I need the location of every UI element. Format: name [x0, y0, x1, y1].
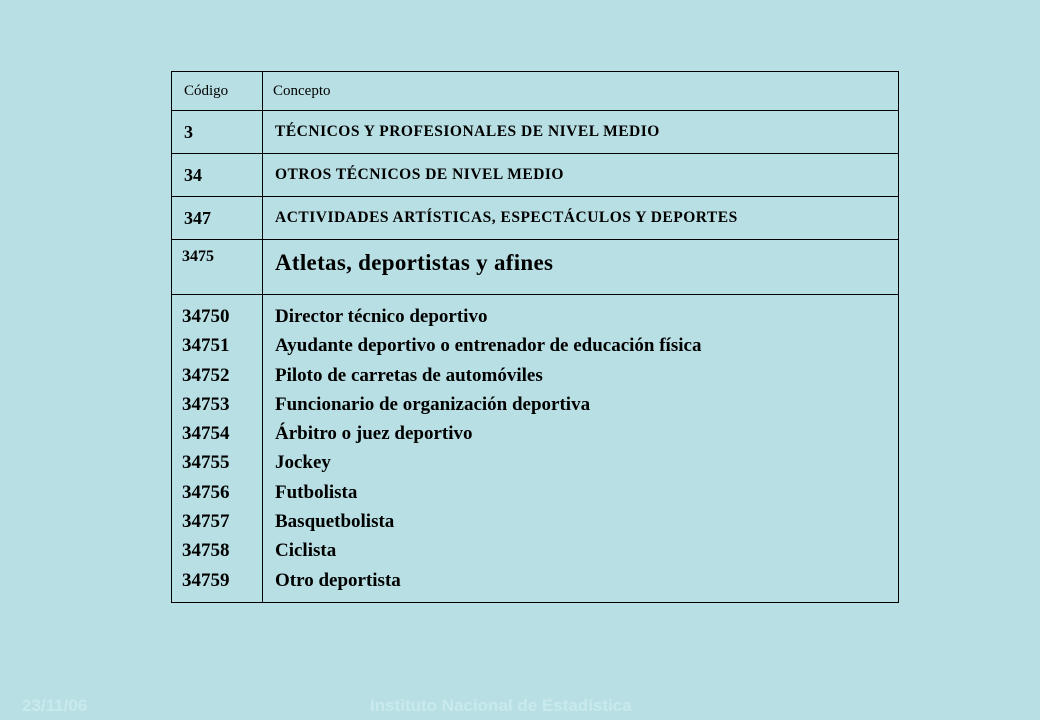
item-concept: Piloto de carretas de automóviles: [275, 364, 543, 386]
item-concept: Basquetbolista: [275, 511, 395, 533]
item-code: 34757: [182, 511, 230, 533]
item-code: 34751: [182, 335, 230, 357]
item-code: 34750: [182, 306, 230, 327]
row-concept: OTROS TÉCNICOS DE NIVEL MEDIO: [263, 154, 899, 197]
item-concept: Ayudante deportivo o entrenador de educación física: [275, 335, 702, 357]
item-code: 34759: [182, 569, 230, 591]
row-code: 347: [172, 197, 263, 240]
item-concept: Director técnico deportivo: [275, 306, 488, 327]
item-concept: Futbolista: [275, 481, 358, 503]
item-code: 34756: [182, 481, 230, 503]
footer-date: 23/11/06: [22, 696, 88, 715]
item-concept: Árbitro o juez deportivo: [275, 423, 473, 445]
table-row: [172, 111, 899, 154]
footer-organization: Instituto Nacional de Estadística: [370, 696, 632, 715]
item-code: 34758: [182, 540, 230, 562]
table-row: [172, 240, 899, 295]
item-concept: Funcionario de organización deportiva: [275, 393, 591, 415]
detail-list-row: [172, 295, 899, 603]
detail-concepts-cell: [263, 295, 899, 603]
item-code: 34755: [182, 452, 230, 474]
row-concept: TÉCNICOS Y PROFESIONALES DE NIVEL MEDIO: [263, 111, 899, 154]
row-code: 34: [172, 154, 263, 197]
row-concept: ACTIVIDADES ARTÍSTICAS, ESPECTÁCULOS Y DEPORTES: [263, 197, 899, 240]
occupation-code-table: [171, 71, 899, 603]
item-code: 34754: [182, 423, 230, 445]
item-concept: Ciclista: [275, 540, 337, 562]
item-code: 34752: [182, 364, 230, 386]
row-code: 3475: [172, 240, 263, 295]
header-code: Código: [172, 72, 263, 111]
row-code: 3: [172, 111, 263, 154]
detail-codes-cell: [172, 295, 263, 603]
header-concept: Concepto: [263, 72, 899, 111]
item-concept: Jockey: [275, 452, 331, 474]
item-code: 34753: [182, 393, 230, 415]
row-concept: Atletas, deportistas y afines: [263, 240, 899, 295]
table-header-row: [172, 72, 899, 111]
table-row: [172, 154, 899, 197]
table-row: [172, 197, 899, 240]
item-concept: Otro deportista: [275, 569, 401, 591]
